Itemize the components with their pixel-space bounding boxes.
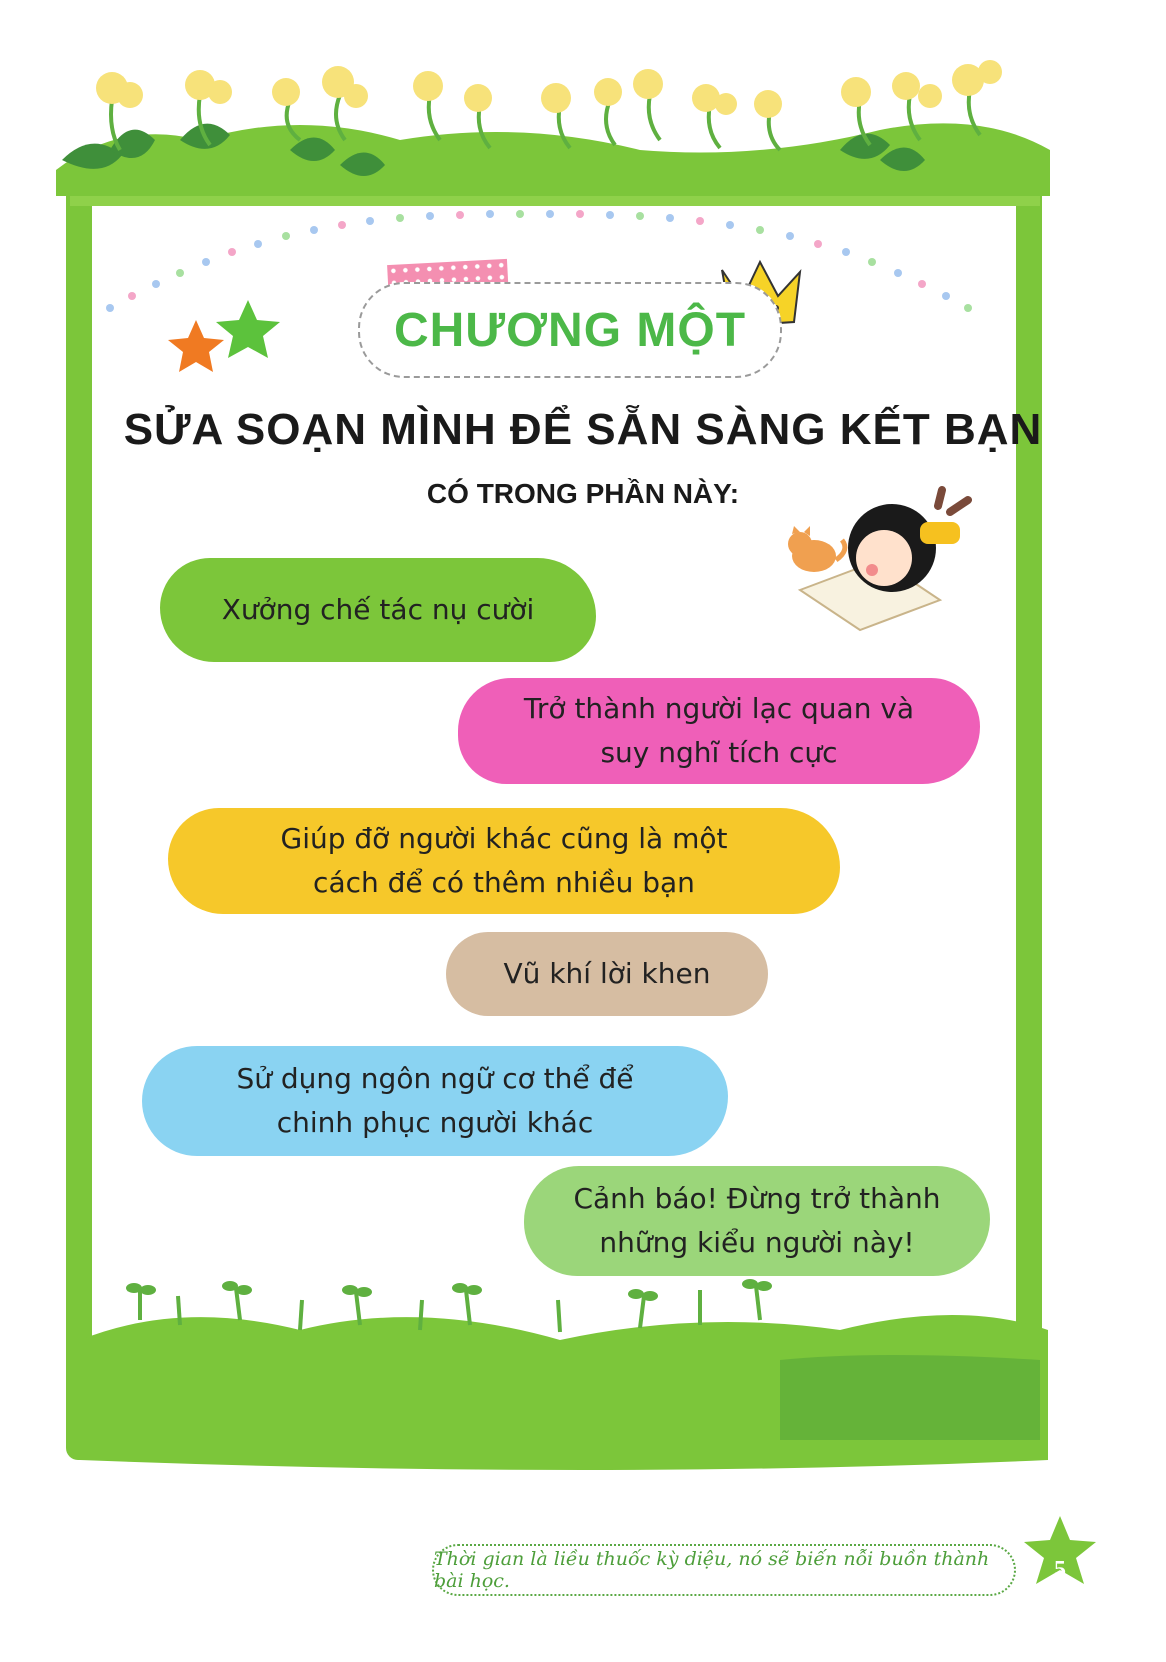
topic-line: cách để có thêm nhiều bạn [313,866,695,899]
topic-item-optimism [458,678,980,784]
flower-icon [96,60,1002,118]
topic-item-compliments [446,932,768,1016]
topic-item-body-language [142,1046,728,1156]
cat-icon [788,526,845,572]
topic-line: những kiểu người này! [599,1226,915,1259]
footer-quote: Thời gian là liều thuốc kỳ diệu, nó sẽ biến nỗi buồn thành bài học. [432,1544,1016,1596]
topic-item-smile-workshop [160,558,596,662]
topic-line: Sử dụng ngôn ngữ cơ thể để [236,1062,634,1095]
star-icon [168,300,280,372]
topic-line: chinh phục người khác [276,1106,594,1139]
section-subtitle: CÓ TRONG PHẦN NÀY: [426,478,740,509]
topic-line: Giúp đỡ người khác cũng là một [280,822,728,855]
topic-line: suy nghĩ tích cực [600,736,838,769]
page-number: 5 [1054,1556,1066,1583]
chapter-title: SỬA SOẠN MÌNH ĐỂ SẴN SÀNG KẾT BẠN [123,405,1043,454]
topic-line: Cảnh báo! Đừng trở thành [573,1182,941,1215]
topic-item-helping-others [168,808,840,914]
topic-line: Xưởng chế tác nụ cười [221,593,535,626]
chapter-label-box [358,282,782,378]
topic-line: Vũ khí lời khen [503,957,711,990]
topic-item-warning [524,1166,990,1276]
chapter-label: CHƯƠNG MỘT [393,303,747,357]
topic-line: Trở thành người lạc quan và [523,692,915,725]
